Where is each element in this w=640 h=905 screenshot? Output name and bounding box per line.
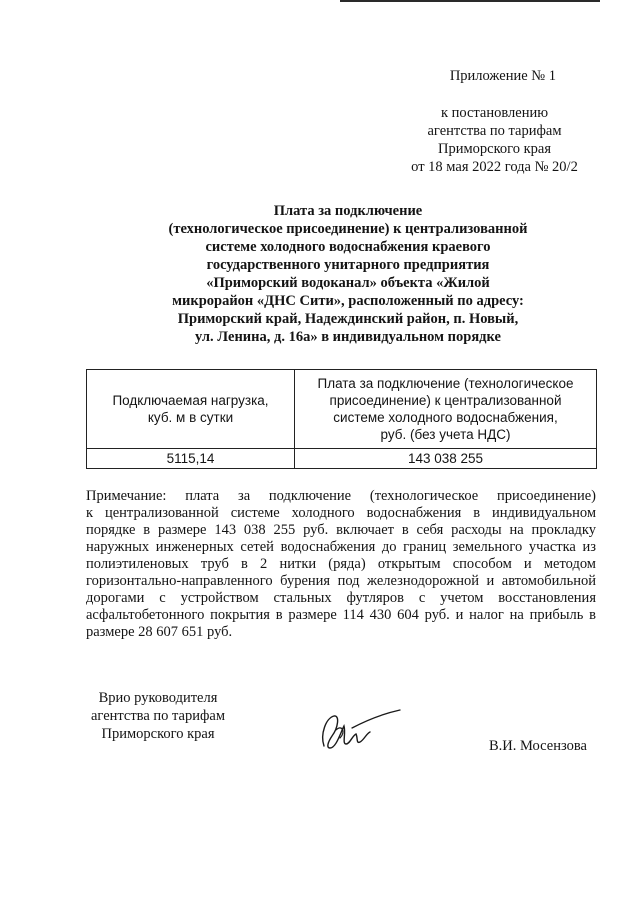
note-line: полиэтиленовых труб в 2 нитки (ряда) открытым способом и методом: [86, 556, 596, 572]
fee-value: 143 038 255: [295, 449, 597, 469]
header-fee-line: системе холодного водоснабжения,: [333, 410, 558, 425]
note-line: асфальтобетонного покрытия в размере 114 430 604 руб. и налог на прибыль в: [86, 607, 596, 623]
title-line: Приморский край, Надеждинский район, п. Новый,: [177, 311, 519, 327]
header-load-line: куб. м в сутки: [147, 410, 234, 425]
header-fee-line: присоединение) к централизованной: [329, 393, 562, 408]
signer-position: [78, 689, 238, 743]
header-fee-line: руб. (без учета НДС): [380, 427, 511, 442]
resolution-line: Приморского края: [437, 141, 551, 157]
header-fee: [295, 370, 597, 449]
signer-position-line: Врио руководителя: [98, 690, 218, 706]
scan-edge-mark: [340, 0, 600, 2]
table-header-row: [87, 370, 597, 449]
title-line: Плата за подключение: [273, 203, 423, 219]
table-row: [87, 449, 597, 469]
note-paragraph: [86, 488, 596, 641]
resolution-reference: [402, 104, 587, 176]
signer-position-line: агентства по тарифам: [91, 708, 225, 724]
note-line: к централизованной системе холодного водоснабжения в индивидуальном: [86, 505, 596, 521]
title-line: системе холодного водоснабжения краевого: [205, 239, 491, 255]
note-line: размере 28 607 651 руб.: [86, 624, 233, 640]
resolution-line: к постановлению: [440, 105, 549, 121]
header-load-line: Подключаемая нагрузка,: [112, 393, 269, 408]
title-line: микрорайон «ДНС Сити», расположенный по адресу:: [172, 293, 524, 309]
signer-position-line: Приморского края: [101, 726, 215, 742]
note-line: порядке в размере 143 038 255 руб. включает в себя расходы на прокладку: [86, 522, 596, 538]
note-line: горизонтально-направленного бурения под железнодорожной и автомобильной: [86, 573, 596, 589]
fee-table: [86, 369, 597, 469]
title-line: ул. Ленина, д. 16а» в индивидуальном порядке: [195, 329, 501, 345]
resolution-line: от 18 мая 2022 года № 20/2: [411, 159, 578, 175]
document-title: [148, 202, 548, 346]
load-value: 5115,14: [87, 449, 295, 469]
title-line: (технологическое присоединение) к централизованной: [168, 221, 528, 237]
note-line: дорогами с устройством стальных футляров с учетом восстановления: [86, 590, 596, 606]
title-line: государственного унитарного предприятия: [206, 257, 490, 273]
signer-name: В.И. Мосензова: [489, 738, 587, 754]
header-fee-line: Плата за подключение (технологическое: [317, 376, 574, 391]
appendix-label: Приложение № 1: [449, 68, 556, 84]
note-line: наружных инженерных сетей водоснабжения до границ земельного участка из: [86, 539, 596, 555]
title-line: «Приморский водоканал» объекта «Жилой: [206, 275, 490, 291]
note-line: Примечание: плата за подключение (технологическое присоединение): [86, 488, 596, 504]
handwritten-signature: [312, 704, 402, 754]
header-load: [87, 370, 295, 449]
resolution-line: агентства по тарифам: [427, 123, 562, 139]
